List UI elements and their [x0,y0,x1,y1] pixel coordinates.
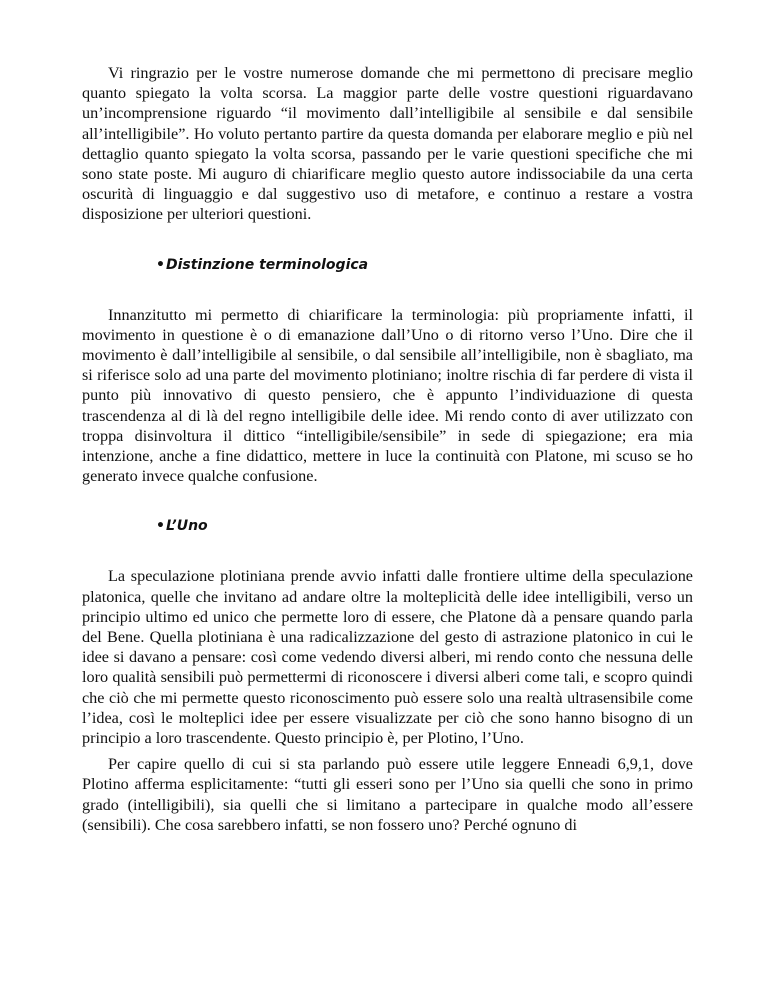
section-heading-uno-text: L’Uno [165,518,208,535]
document-page [82,63,693,835]
intro-paragraph: Vi ringrazio per le vostre numerose domande che mi permettono di precisare meglio quanto spiegato la volta scorsa. La maggior parte delle vostre questioni riguardavano un’incomprensione riguardo “il movimento dall’intelligibile al sensibile e dal sensibile all’intelligibile”. Ho voluto pertanto partire da questa domanda per elaborare meglio e più nel dettaglio quanto spiegato la volta scorsa, passando per le varie questioni specifiche che mi sono state poste. Mi auguro di chiarificare meglio questo autore indissociabile da una certa oscurità di linguaggio e dal suggestivo uso di metafore, e continuo a restare a vostra disposizione per ulteriori questioni. [82,64,693,224]
uno-paragraph: La speculazione plotiniana prende avvio infatti dalle frontiere ultime della speculazione platonica, quelle che invitano ad andare oltre la molteplicità delle idee intelligibili, verso un principio ultimo ed unico che permette loro di essere, che Platone dà a pensare quando parla del Bene. Quella plotiniana è una radicalizzazione del gesto di astrazione platonico in cui le idee si davano a pensare: così come vedendo diversi alberi, mi rendo conto che nessuna delle loro qualità sensibili può permettermi di riconoscere i diversi alberi come tali, e scopro quindi che ciò che mi permette questo riconoscimento può essere solo una realtà ultrasensibile come l’idea, così le molteplici idee per essere visualizzate per ciò che sono hanno bisogno di un principio a loro trascendente. Questo principio è, per Plotino, l’Uno. [82,567,693,748]
terminology-paragraph: Innanzitutto mi permetto di chiarificare la terminologia: più propriamente infatti, il movimento in questione è o di emanazione dall’Uno o di ritorno verso l’Uno. Dire che il movimento è dall’intelligibile al sensibile, o dal sensibile all’intelligibile, non è sbagliato, ma si riferisce solo ad una parte del movimento plotiniano; inoltre rischia di far perdere di vista il punto più innovativo di questo pensiero, che è appunto l’individuazione di questa trascendenza al di là del regno intelligibile delle idee. Mi rendo conto di aver utilizzato con troppa disinvoltura il dittico “intelligibile/sensibile” in sede di spiegazione; era mia intenzione, anche a fine didattico, mettere in luce la continuità con Platone, mi scuso se ho generato invece qualche confusione. [82,305,693,486]
section-heading-terminology-text: Distinzione terminologica [165,256,369,273]
enneadi-paragraph: Per capire quello di cui si sta parlando può essere utile leggere Enneadi 6,9,1, dove Plotino afferma esplicitamente: “tutti gli esseri sono per l’Uno sia quelli che sono in primo grado (intelligibili), sia quelli che si limitano a partecipare in qualche modo all’essere (sensibili). Che cosa sarebbero infatti, se non fossero uno? Perché ognuno di [82,755,693,834]
section-heading-uno [82,516,693,536]
bullet-icon: • [156,518,165,535]
section-heading-terminology [82,255,693,275]
bullet-icon: • [156,256,165,273]
